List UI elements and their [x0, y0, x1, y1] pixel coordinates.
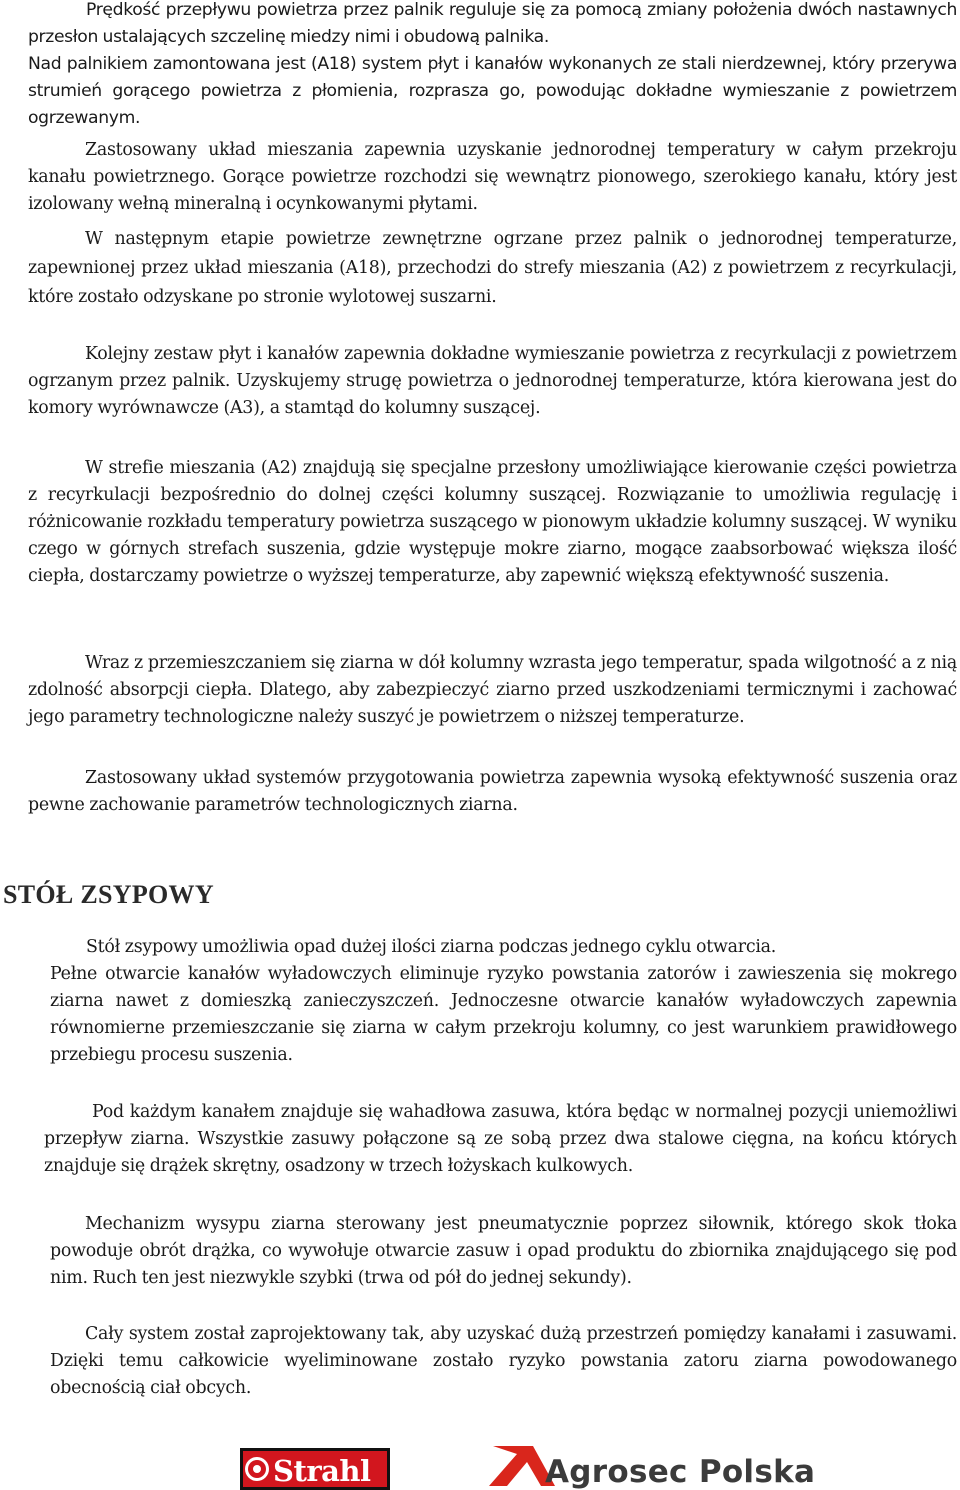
svg-text:Agrosec Polska: Agrosec Polska: [545, 1454, 816, 1490]
strahl-logo: [240, 1448, 390, 1490]
agrosec-polska-logo: [487, 1442, 817, 1490]
paragraph-uniform-temperature: Zastosowany układ mieszania zapewnia uzyskanie jednorodnej temperatury w całym przekroju kanału powietrznego. Gorące powietrze rozchodzi się wewnątrz pionowego, szerokiego kanału, który jest izolowany wełną mineralną i ocynkowanymi płytami.: [28, 140, 957, 214]
paragraph-system-design: Cały system został zaprojektowany tak, aby uzyskać dużą przestrzeń pomiędzy kanałami i zasuwami. Dzięki temu całkowicie wyeliminowane zostało ryzyko powstania zatoru ziarna powodowanego obecnością ciał obcych.: [50, 1324, 957, 1398]
paragraph-air-preparation: Zastosowany układ systemów przygotowania powietrza zapewnia wysoką efektywność suszenia oraz pewne zachowanie parametrów technologicznych ziarna.: [28, 768, 957, 815]
paragraph-discharge-table: Stół zsypowy umożliwia opad dużej ilości ziarna podczas jednego cyklu otwarcia.: [86, 937, 777, 957]
paragraph-plates-channels: Kolejny zestaw płyt i kanałów zapewnia dokładne wymieszanie powietrza z recyrkulacji z powietrzem ogrzanym przez palnik. Uzyskujemy strugę powietrza o jednorodnej temperaturze, która kierowana jest do komory wyrównawcze (A3), a stamtąd do kolumny suszącej.: [28, 344, 957, 418]
svg-text:Strahl: Strahl: [273, 1454, 371, 1488]
paragraph-mixing-zone: W strefie mieszania (A2) znajdują się specjalne przesłony umożliwiające kierowanie części powietrza z recyrkulacji bezpośrednio do dolnej części kolumny suszącej. Rozwiązanie to umożliwia regulację i różnicowanie rozkładu temperatury powietrza suszącego w pionowym układzie kolumny suszącej. W wyniku czego w górnych strefach suszenia, gdzie występuje mokre ziarno, mogące zaabsorbować większa ilość ciepła, dostarczamy powietrze o wyższej temperaturze, aby zapewnić większą efektywność suszenia.: [28, 458, 957, 586]
paragraph-next-stage: W następnym etapie powietrze zewnętrzne ogrzane przez palnik o jednorodnej temperaturze, zapewnionej przez układ mieszania (A18), przechodzi do strefy mieszania (A2) z powietrzem z recyrkulacji, które zostało odzyskane po stronie wylotowej suszarni.: [28, 229, 957, 307]
paragraph-swing-gates: Pod każdym kanałem znajduje się wahadłowa zasuwa, która będąc w normalnej pozycji uniemożliwi przepływ ziarna. Wszystkie zasuwy połączone są ze sobą przez dwa stalowe cięgna, na końcu których znajduje się drążek skrętny, osadzony w trzech łożyskach kulkowych.: [44, 1102, 957, 1176]
paragraph-full-opening: Pełne otwarcie kanałów wyładowczych eliminuje ryzyko powstania zatorów i zawieszenia się mokrego ziarna nawet z domieszką zanieczyszczeń. Jednoczesne otwarcie kanałów wyładowczych zapewnia równomierne przemieszczanie się ziarna w całym przekroju kolumny, co jest warunkiem prawidłowego przebiegu procesu suszenia.: [50, 964, 957, 1065]
paragraph-burner-flow: Prędkość przepływu powietrza przez palnik reguluje się za pomocą zmiany położenia dwóch nastawnych przesłon ustalających szczelinę miedzy nimi i obudową palnika.: [28, 0, 957, 47]
section-heading: STÓŁ ZSYPOWY: [3, 880, 214, 909]
paragraph-mixing-system: Nad palnikiem zamontowana jest (A18) system płyt i kanałów wykonanych ze stali nierdzewnej, który przerywa strumień gorącego powietrza z płomienia, rozprasza go, powodując dokładne wymieszanie z powietrzem ogrzewanym.: [28, 54, 957, 128]
paragraph-pneumatic-mechanism: Mechanizm wysypu ziarna sterowany jest pneumatycznie poprzez siłownik, którego skok tłoka powoduje obrót drążka, co wywołuje otwarcie zasuw i opad produktu do zbiornika znajdującego się pod nim. Ruch ten jest niezwykle szybki (trwa od pół do jednej sekundy).: [50, 1214, 957, 1288]
paragraph-grain-movement: Wraz z przemieszczaniem się ziarna w dół kolumny wzrasta jego temperatur, spada wilgotność a z nią zdolność absorpcji ciepła. Dlatego, aby zabezpieczyć ziarno przed uszkodzeniami termicznymi i zachować jego parametry technologiczne należy suszyć je powietrzem o niższej temperaturze.: [28, 653, 957, 727]
